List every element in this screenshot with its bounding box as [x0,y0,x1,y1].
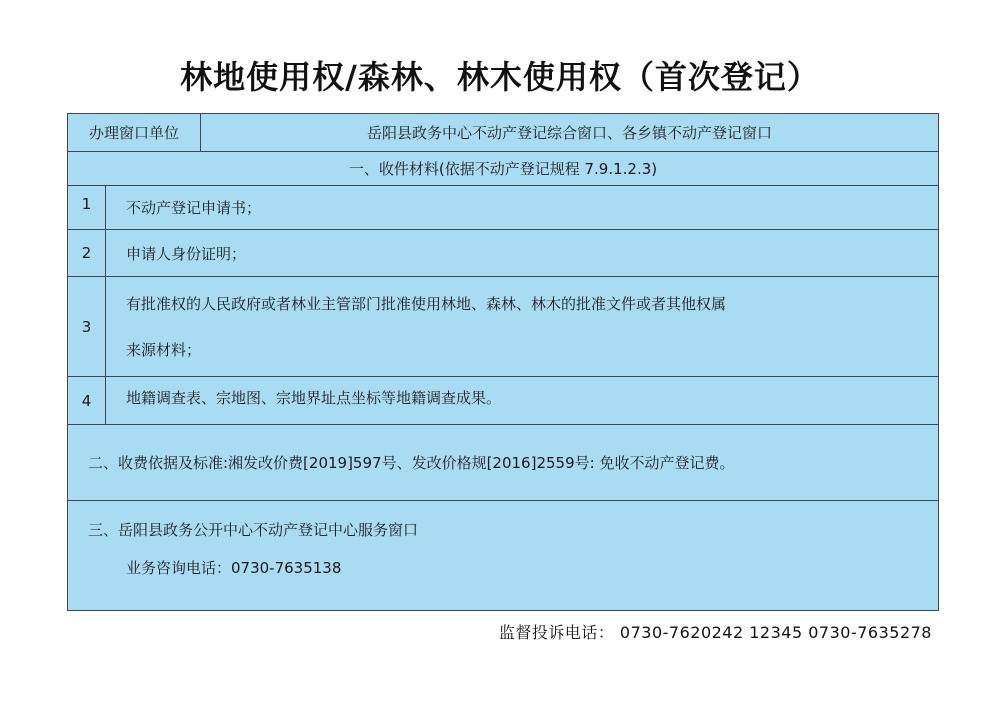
material-item-row [68,277,938,377]
fee-row [68,425,938,501]
service-phone: 业务咨询电话：0730-7635138 [126,559,342,577]
material-item-text: 不动产登记申请书； [126,199,262,217]
material-item-row [68,230,938,277]
material-item-text-continued: 来源材料； [126,341,202,359]
material-item-number: 3 [68,277,106,376]
complaint-hotline: 监督投诉电话： 0730-7620242 12345 0730-7635278 [498,623,932,642]
service-block [68,501,938,610]
material-item-row [68,186,938,230]
material-item-number: 4 [68,377,106,424]
material-item-text-block [106,277,938,376]
service-row [68,501,938,610]
page-title: 林地使用权/森林、林木使用权（首次登记） [180,58,820,96]
fee-text: 二、收费依据及标准:湘发改价费[2019]597号、发改价格规[2016]2559号: 免收不动产登记费。 [88,454,735,472]
service-heading: 三、岳阳县政务公开中心不动产登记中心服务窗口 [88,521,419,539]
office-value: 岳阳县政务中心不动产登记综合窗口、各乡镇不动产登记窗口 [366,124,772,142]
materials-heading: 一、收件材料(依据不动产登记规程 7.9.1.2.3) [348,160,658,178]
office-label: 办理窗口单位 [68,114,201,151]
material-item-text: 申请人身份证明； [126,244,247,263]
material-item-text: 地籍调查表、宗地图、宗地界址点坐标等地籍调查成果。 [126,389,502,407]
info-table [67,113,939,611]
material-item-text: 有批准权的人民政府或者林业主管部门批准使用林地、森林、林木的批准文件或者其他权属 [126,295,727,313]
material-item-number: 1 [68,186,106,229]
office-row [68,114,938,152]
material-item-number: 2 [68,230,106,276]
material-item-row [68,377,938,425]
materials-heading-row [68,152,938,186]
